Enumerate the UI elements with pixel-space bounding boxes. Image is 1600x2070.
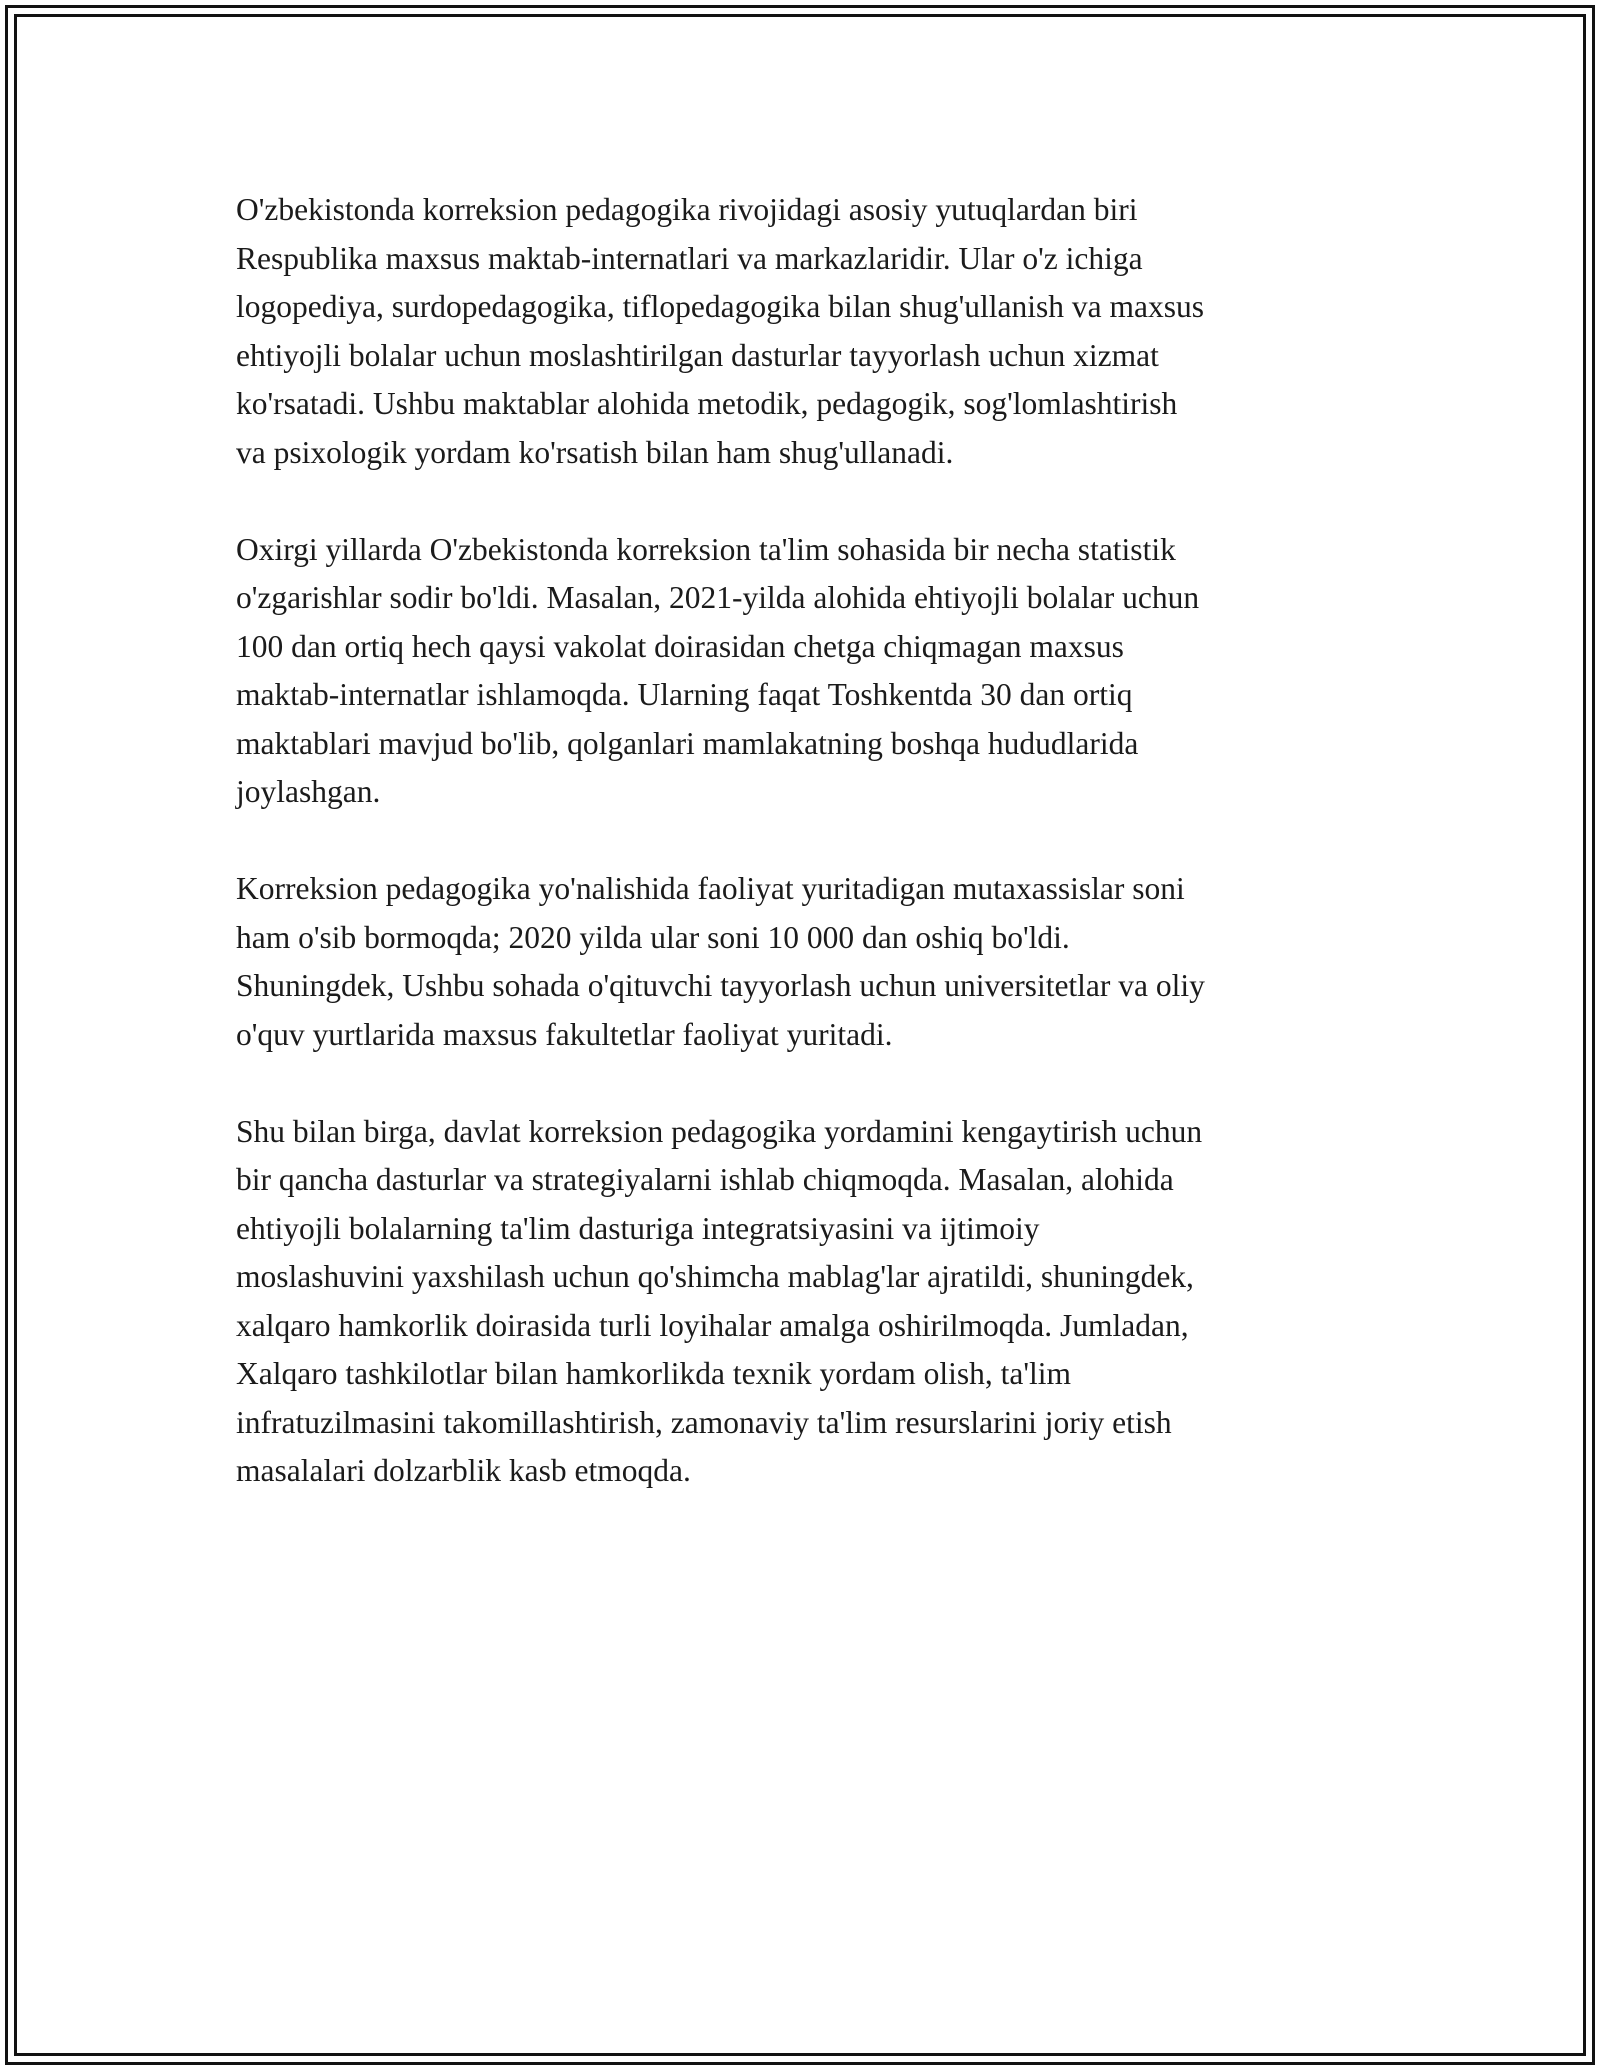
paragraph-specialists: Korreksion pedagogika yo'nalishida faoliyat yuritadigan mutaxassislar soni ham o'sib bormoqda; 2020 yilda ular soni 10 000 dan oshiq bo'ldi. Shuningdek, Ushbu sohada o'qituvchi tayyorlash uchun universitetlar va oliy o'quv yurtlarida maxsus fakultetlar faoliyat yuritadi.: [236, 871, 1205, 1052]
paragraph-state-programs: Shu bilan birga, davlat korreksion pedagogika yordamini kengaytirish uchun bir qancha dasturlar va strategiyalarni ishlab chiqmoqda. Masalan, alohida ehtiyojli bolalarning ta'lim dasturiga integratsiyasini va ijtimoiy moslashuvini yaxshilash uchun qo'shimcha mablag'lar ajratildi, shuningdek, xalqaro hamkorlik doirasida turli loyihalar amalga oshirilmoqda. Jumladan, Xalqaro tashkilotlar bilan hamkorlikda texnik yordam olish, ta'lim infratuzilmasini takomillashtirish, zamonaviy ta'lim resurslarini joriy etish masalalari dolzarblik kasb etmoqda.: [236, 1113, 1203, 1488]
paragraph-statistics: Oxirgi yillarda O'zbekistonda korreksion ta'lim sohasida bir necha statistik o'zgarishlar sodir bo'ldi. Masalan, 2021-yilda alohida ehtiyojli bolalar uchun 100 dan ortiq hech qaysi vakolat doirasidan chetga chiqmagan maxsus maktab-internatlar ishlamoqda. Ularning faqat Toshkentda 30 dan ortiq maktablari mavjud bo'lib, qolganlari mamlakatning boshqa hududlarida joylashgan.: [236, 531, 1200, 809]
document-body: [236, 186, 1386, 1544]
paragraph-special-schools: O'zbekistonda korreksion pedagogika rivojidagi asosiy yutuqlardan biri Respublika maxsus maktab-internatlari va markazlaridir. Ular o'z ichiga logopediya, surdopedagogika, tiflopedagogika bilan shug'ullanish va maxsus ehtiyojli bolalar uchun moslashtirilgan dasturlar tayyorlash uchun xizmat ko'rsatadi. Ushbu maktablar alohida metodik, pedagogik, sog'lomlashtirish va psixologik yordam ko'rsatish bilan ham shug'ullanadi.: [236, 192, 1204, 470]
